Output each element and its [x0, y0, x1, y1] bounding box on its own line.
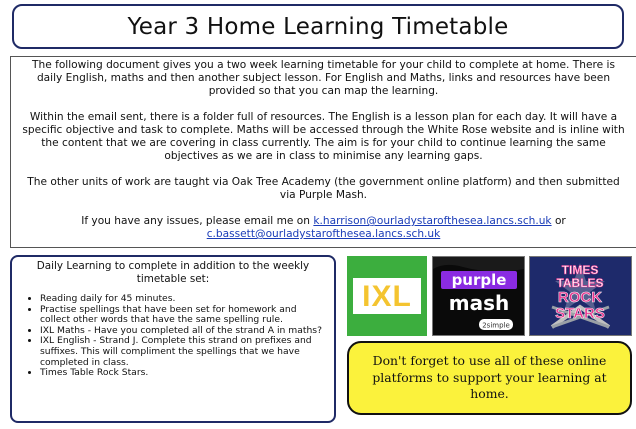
daily-learning-list: [18, 294, 328, 379]
list-item: • Practise spellings that have been set for homework and collect other words that have the same spelling rule.: [40, 305, 328, 326]
ixl-logo[interactable]: [347, 256, 427, 336]
ttrs-logo-graphic: [530, 257, 631, 335]
purple-mash-logo-graphic: [433, 257, 524, 335]
purple-mash-badge-text: 2simple: [482, 321, 510, 330]
list-item: • IXL English - Strand J. Complete this strand on prefixes and suffixes. This will compliment the spellings that we have completed in class.: [40, 336, 328, 368]
daily-learning-panel: [10, 255, 336, 423]
purple-mash-bottom-text: mash: [448, 291, 510, 315]
ttrs-line-2: TABLES: [556, 276, 604, 290]
ttrs-line-4: STARS: [555, 305, 605, 322]
daily-learning-heading: Daily Learning to complete in addition to the weekly timetable set:: [36, 260, 310, 285]
list-item: • Reading daily for 45 minutes.: [40, 294, 328, 305]
ttrs-line-1: TIMES: [561, 263, 599, 277]
purple-mash-logo[interactable]: [432, 256, 525, 336]
intro-panel: [10, 56, 636, 248]
list-item: • IXL Maths - Have you completed all of the strand A in maths?: [40, 326, 328, 337]
purple-mash-top-text: purple: [451, 271, 507, 289]
intro-paragraph-2: Within the email sent, there is a folder full of resources. The English is a lesson plan for each day. It will have a specific objective and task to complete. Maths will be accessed through the White Rose website and is inline with the content that we are covering in class currently. The aim is for your child to continue learning the same objectives as we are in class to minimise any learning gaps.: [22, 111, 625, 162]
times-tables-rock-stars-logo[interactable]: [529, 256, 632, 336]
ttrs-line-3: ROCK: [557, 289, 603, 306]
contact-paragraph: [18, 215, 629, 241]
contact-or: or: [554, 215, 566, 227]
reminder-callout: [347, 341, 632, 415]
intro-paragraph-1: The following document gives you a two week learning timetable for your child to complete at home. There is daily English, maths and then another subject lesson. For English and Maths, links and resources have been provided so that you can map the learning.: [32, 59, 615, 97]
title-banner: [12, 4, 624, 49]
ixl-logo-graphic: [347, 256, 427, 336]
reminder-text: Don't forget to use all of these online platforms to support your learning at home.: [372, 353, 607, 402]
list-item: • Times Table Rock Stars.: [40, 368, 328, 379]
email-link-bassett[interactable]: c.bassett@ourladystarofthesea.lancs.sch.uk: [206, 228, 441, 240]
contact-prefix: If you have any issues, please email me on: [81, 215, 310, 227]
email-link-harrison[interactable]: k.harrison@ourladystarofthesea.lancs.sch.uk: [313, 215, 552, 227]
ixl-logo-text: IXL: [362, 280, 412, 313]
page-title: Year 3 Home Learning Timetable: [127, 13, 509, 40]
intro-paragraph-3: The other units of work are taught via Oak Tree Academy (the government online platform) and then submitted via Purple Mash.: [27, 176, 620, 201]
